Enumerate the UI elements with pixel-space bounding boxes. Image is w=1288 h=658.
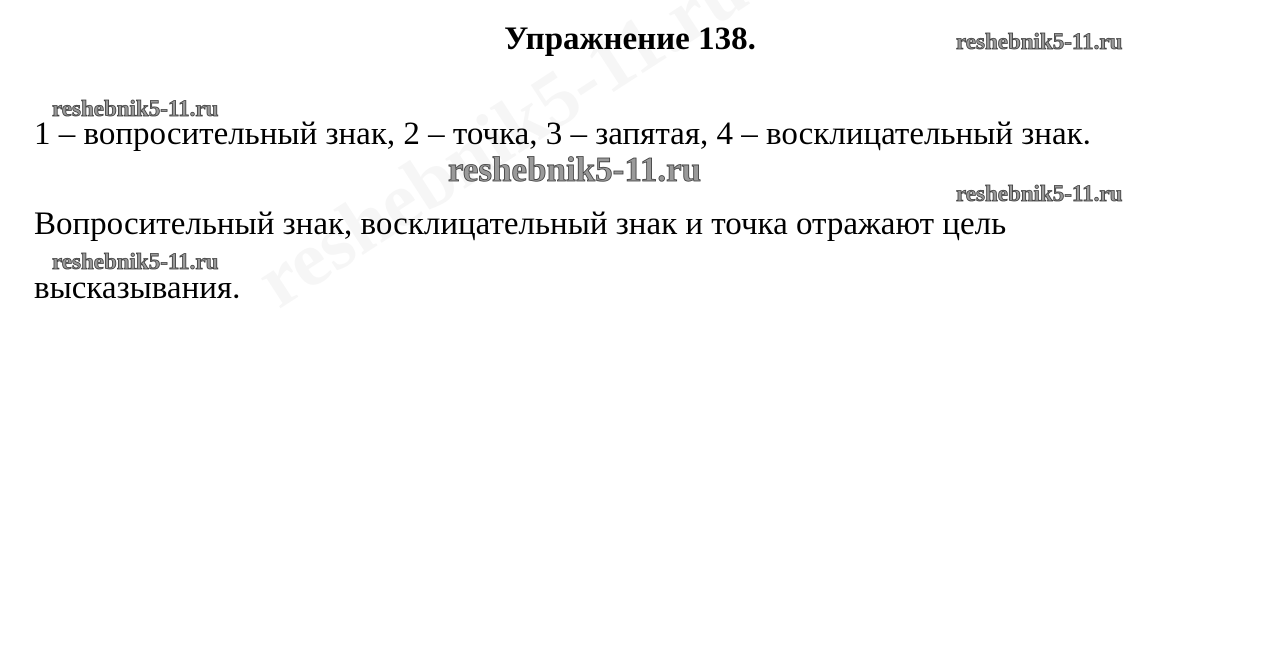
exercise-title: Упражнение 138. [504, 21, 756, 57]
answer-line-3: высказывания. [34, 270, 241, 306]
site-watermark: reshebnik5-11.ru [956, 29, 1123, 54]
answer-line-1: 1 – вопросительный знак, 2 – точка, 3 – запятая, 4 – восклицательный знак. [34, 116, 1091, 152]
site-watermark: reshebnik5-11.ru [52, 249, 219, 274]
site-watermark-large: reshebnik5-11.ru [448, 150, 702, 189]
site-watermark: reshebnik5-11.ru [956, 181, 1123, 206]
answer-line-2: Вопросительный знак, восклицательный знак и точка отражают цель [34, 206, 1007, 242]
site-watermark: reshebnik5-11.ru [52, 96, 219, 121]
